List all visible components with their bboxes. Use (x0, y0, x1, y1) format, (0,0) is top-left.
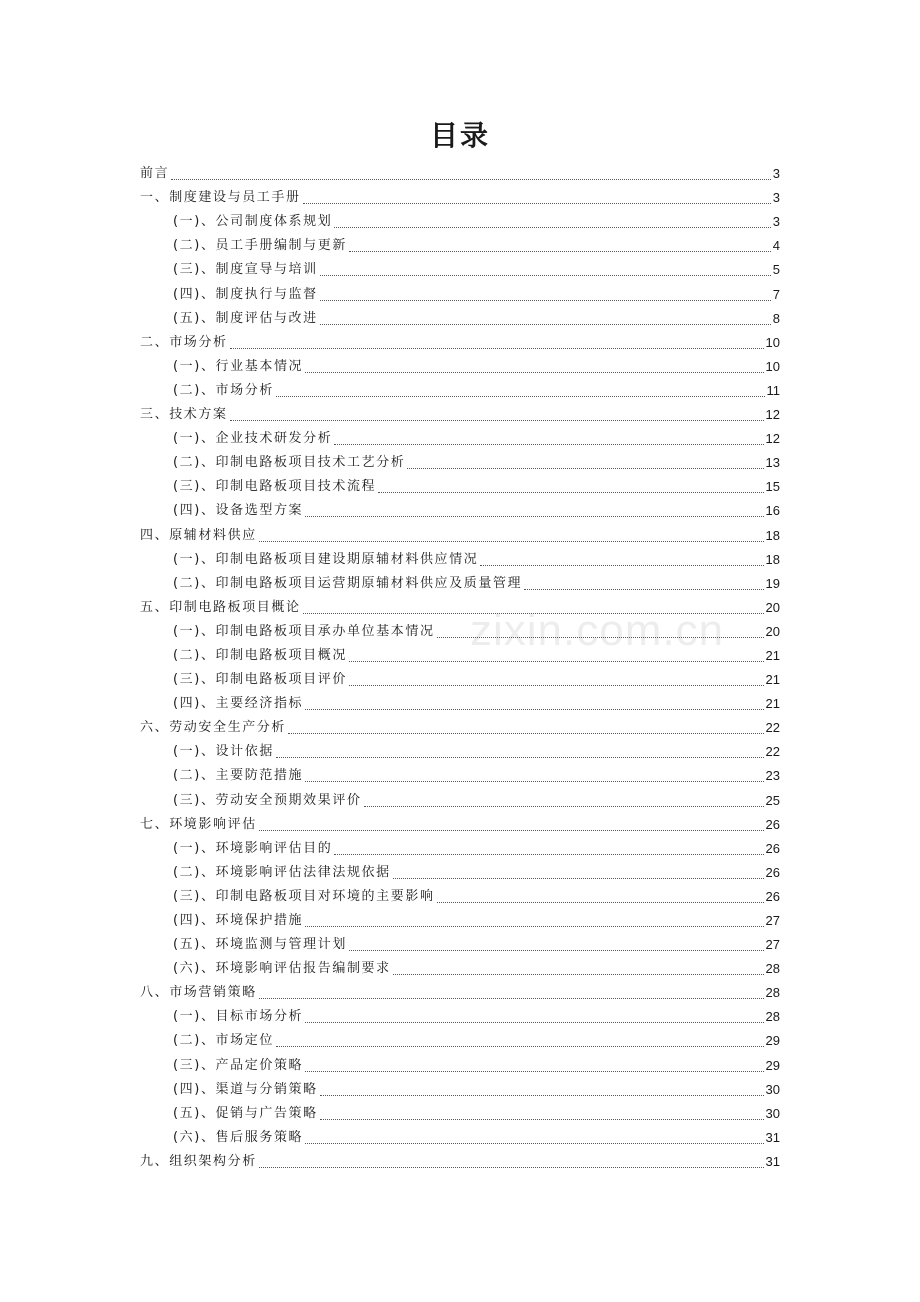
dot-leader (349, 684, 764, 686)
toc-page-number: 22 (765, 744, 780, 760)
toc-entry-label: (四)、环境保护措施 (173, 913, 304, 928)
toc-entry-label: 前言 (140, 166, 170, 182)
toc-subentry[interactable] (140, 786, 780, 810)
toc-entry[interactable] (140, 401, 780, 425)
toc-entry-label: 七、环境影响评估 (140, 816, 257, 832)
dot-leader (393, 877, 764, 879)
toc-subentry[interactable] (140, 666, 780, 690)
toc-page-number: 5 (772, 262, 780, 278)
toc-subentry[interactable] (140, 449, 780, 473)
toc-page-number: 20 (765, 623, 780, 639)
toc-entry-label: (二)、市场分析 (173, 382, 274, 398)
toc-subentry[interactable] (140, 762, 780, 786)
dot-leader (480, 564, 763, 566)
toc-subentry[interactable] (140, 931, 780, 955)
toc-entry-label: (二)、环境影响评估法律法规依据 (173, 864, 391, 880)
toc-entry-label: 二、市场分析 (140, 334, 228, 350)
toc-entry-label: 三、技术方案 (140, 407, 228, 423)
toc-entry-label: (一)、印制电路板项目建设期原辅材料供应情况 (173, 551, 479, 567)
dot-leader (349, 949, 764, 951)
toc-page-number: 28 (765, 961, 780, 977)
toc-subentry[interactable] (140, 642, 780, 666)
dot-leader (230, 347, 764, 349)
toc-entry-label: (一)、目标市场分析 (173, 1009, 304, 1025)
toc-page-number: 30 (765, 1105, 780, 1121)
dot-leader (320, 1118, 764, 1120)
toc-page-number: 4 (772, 238, 780, 254)
toc-page-number: 21 (765, 647, 780, 663)
dot-leader (320, 323, 771, 325)
toc-page-number: 28 (765, 1009, 780, 1025)
toc-page-number: 26 (765, 888, 780, 904)
toc-page-number: 15 (765, 479, 780, 495)
dot-leader (334, 443, 763, 445)
toc-subentry[interactable] (140, 859, 780, 883)
toc-entry-label: (一)、行业基本情况 (173, 358, 304, 374)
dot-leader (259, 997, 764, 999)
dot-leader (259, 829, 764, 831)
toc-entry[interactable] (140, 594, 780, 618)
toc-entry[interactable] (140, 714, 780, 738)
toc-entry-label: (四)、渠道与分销策略 (173, 1081, 318, 1097)
toc-page-number: 3 (772, 166, 780, 182)
toc-subentry[interactable] (140, 1003, 780, 1027)
toc-subentry[interactable] (140, 618, 780, 642)
toc-subentry[interactable] (140, 546, 780, 570)
dot-leader (305, 708, 763, 710)
dot-leader (378, 491, 763, 493)
toc-subentry[interactable] (140, 256, 780, 280)
table-of-contents (140, 160, 780, 1172)
dot-leader (334, 853, 763, 855)
toc-entry-label: (五)、制度评估与改进 (173, 310, 318, 326)
toc-entry[interactable] (140, 521, 780, 545)
toc-page-number: 3 (772, 214, 780, 230)
toc-subentry[interactable] (140, 955, 780, 979)
toc-page-number: 13 (765, 455, 780, 471)
toc-subentry[interactable] (140, 1124, 780, 1148)
dot-leader (437, 901, 764, 903)
dot-leader (276, 1045, 764, 1047)
toc-entry-label: (二)、印制电路板项目技术工艺分析 (173, 455, 406, 471)
toc-subentry[interactable] (140, 497, 780, 521)
toc-page-number: 23 (765, 768, 780, 784)
dot-leader (259, 1166, 764, 1168)
toc-page-number: 26 (765, 864, 780, 880)
toc-page-number: 20 (765, 599, 780, 615)
toc-subentry[interactable] (140, 570, 780, 594)
toc-page-number: 12 (765, 431, 780, 447)
toc-page-number: 25 (765, 792, 780, 808)
toc-page-number: 29 (765, 1033, 780, 1049)
toc-entry-label: 一、制度建设与员工手册 (140, 190, 301, 206)
toc-page-number: 29 (765, 1057, 780, 1073)
toc-entry-label: (三)、产品定价策略 (173, 1057, 304, 1073)
toc-page-number: 18 (765, 551, 780, 567)
toc-subentry[interactable] (140, 1051, 780, 1075)
toc-page-number: 11 (766, 382, 780, 398)
toc-entry-label: (三)、印制电路板项目技术流程 (173, 479, 377, 495)
dot-leader (305, 1142, 763, 1144)
toc-subentry[interactable] (140, 232, 780, 256)
dot-leader (437, 636, 764, 638)
toc-page-number: 28 (765, 985, 780, 1001)
toc-entry-label: (四)、主要经济指标 (173, 696, 304, 712)
toc-page-number: 21 (765, 672, 780, 688)
dot-leader (364, 805, 764, 807)
dot-leader (320, 299, 771, 301)
toc-entry-label: (四)、制度执行与监督 (173, 286, 318, 302)
dot-leader (334, 226, 770, 228)
dot-leader (288, 732, 764, 734)
toc-page-number: 22 (765, 720, 780, 736)
toc-title: 目录 (429, 119, 490, 152)
toc-subentry[interactable] (140, 208, 780, 232)
toc-page-number: 30 (765, 1081, 780, 1097)
dot-leader (305, 780, 763, 782)
toc-entry-label: (一)、环境影响评估目的 (173, 840, 333, 856)
toc-page-number: 12 (765, 407, 780, 423)
toc-entry-label: (二)、员工手册编制与更新 (173, 238, 347, 254)
toc-subentry[interactable] (140, 377, 780, 401)
dot-leader (303, 612, 764, 614)
dot-leader (320, 274, 771, 276)
toc-entry-label: (三)、印制电路板项目对环境的主要影响 (173, 888, 435, 904)
toc-subentry[interactable] (140, 1076, 780, 1100)
toc-page-number: 31 (765, 1129, 780, 1145)
toc-page-number: 7 (772, 286, 780, 302)
dot-leader (276, 395, 765, 397)
dot-leader (349, 660, 764, 662)
toc-page-number: 27 (765, 937, 780, 953)
toc-entry-label: (三)、印制电路板项目评价 (173, 672, 347, 688)
toc-entry-label: (一)、公司制度体系规划 (173, 214, 333, 230)
toc-entry[interactable] (140, 1148, 780, 1172)
dot-leader (393, 973, 764, 975)
toc-entry-label: (一)、设计依据 (173, 744, 274, 760)
dot-leader (303, 202, 771, 204)
toc-page-number: 21 (765, 696, 780, 712)
dot-leader (305, 1070, 763, 1072)
dot-leader (305, 371, 763, 373)
dot-leader (524, 588, 763, 590)
toc-entry-label: (四)、设备选型方案 (173, 503, 304, 519)
toc-entry-label: 五、印制电路板项目概论 (140, 599, 301, 615)
toc-entry-label: (三)、制度宣导与培训 (173, 262, 318, 278)
toc-page-number: 10 (765, 334, 780, 350)
dot-leader (305, 925, 763, 927)
watermark: zixin.com.cn (470, 606, 725, 655)
toc-entry-label: (二)、印制电路板项目概况 (173, 647, 347, 663)
toc-subentry[interactable] (140, 1027, 780, 1051)
dot-leader (230, 419, 764, 421)
toc-entry-label: 八、市场营销策略 (140, 985, 257, 1001)
toc-entry-label: (六)、售后服务策略 (173, 1129, 304, 1145)
dot-leader (407, 467, 763, 469)
toc-page-number: 19 (765, 575, 780, 591)
toc-page-number: 26 (765, 840, 780, 856)
toc-entry-label: (三)、劳动安全预期效果评价 (173, 792, 362, 808)
toc-entry-label: (一)、印制电路板项目承办单位基本情况 (173, 623, 435, 639)
dot-leader (259, 540, 764, 542)
toc-page-number: 10 (765, 358, 780, 374)
toc-entry[interactable] (140, 184, 780, 208)
toc-entry-label: (五)、环境监测与管理计划 (173, 937, 347, 953)
toc-subentry[interactable] (140, 425, 780, 449)
toc-subentry[interactable] (140, 883, 780, 907)
toc-page-number: 16 (765, 503, 780, 519)
toc-entry-label: 九、组织架构分析 (140, 1153, 257, 1169)
toc-page-number: 27 (765, 913, 780, 928)
dot-leader (320, 1094, 764, 1096)
dot-leader (276, 756, 764, 758)
toc-subentry[interactable] (140, 305, 780, 329)
toc-subentry[interactable] (140, 835, 780, 859)
toc-subentry[interactable] (140, 907, 780, 931)
toc-subentry[interactable] (140, 353, 780, 377)
dot-leader (305, 515, 763, 517)
dot-leader (171, 178, 771, 180)
toc-page-number: 3 (772, 190, 780, 206)
toc-subentry[interactable] (140, 1100, 780, 1124)
toc-entry-label: (二)、主要防范措施 (173, 768, 304, 784)
dot-leader (305, 1021, 763, 1023)
toc-subentry[interactable] (140, 738, 780, 762)
dot-leader (349, 250, 771, 252)
toc-subentry[interactable] (140, 473, 780, 497)
toc-page-number: 18 (765, 527, 780, 543)
toc-entry[interactable] (140, 329, 780, 353)
toc-entry[interactable] (140, 160, 780, 184)
toc-page-number: 31 (765, 1153, 780, 1169)
toc-entry[interactable] (140, 811, 780, 835)
toc-entry-label: (二)、印制电路板项目运营期原辅材料供应及质量管理 (173, 575, 523, 591)
toc-entry-label: 六、劳动安全生产分析 (140, 720, 287, 736)
toc-page-number: 8 (772, 310, 780, 326)
toc-entry[interactable] (140, 979, 780, 1003)
toc-entry-label: (一)、企业技术研发分析 (173, 431, 333, 447)
toc-page-number: 26 (765, 816, 780, 832)
toc-subentry[interactable] (140, 280, 780, 304)
toc-entry-label: (六)、环境影响评估报告编制要求 (173, 961, 391, 977)
toc-subentry[interactable] (140, 690, 780, 714)
toc-entry-label: (二)、市场定位 (173, 1033, 274, 1049)
toc-entry-label: 四、原辅材料供应 (140, 527, 257, 543)
toc-entry-label: (五)、促销与广告策略 (173, 1105, 318, 1121)
